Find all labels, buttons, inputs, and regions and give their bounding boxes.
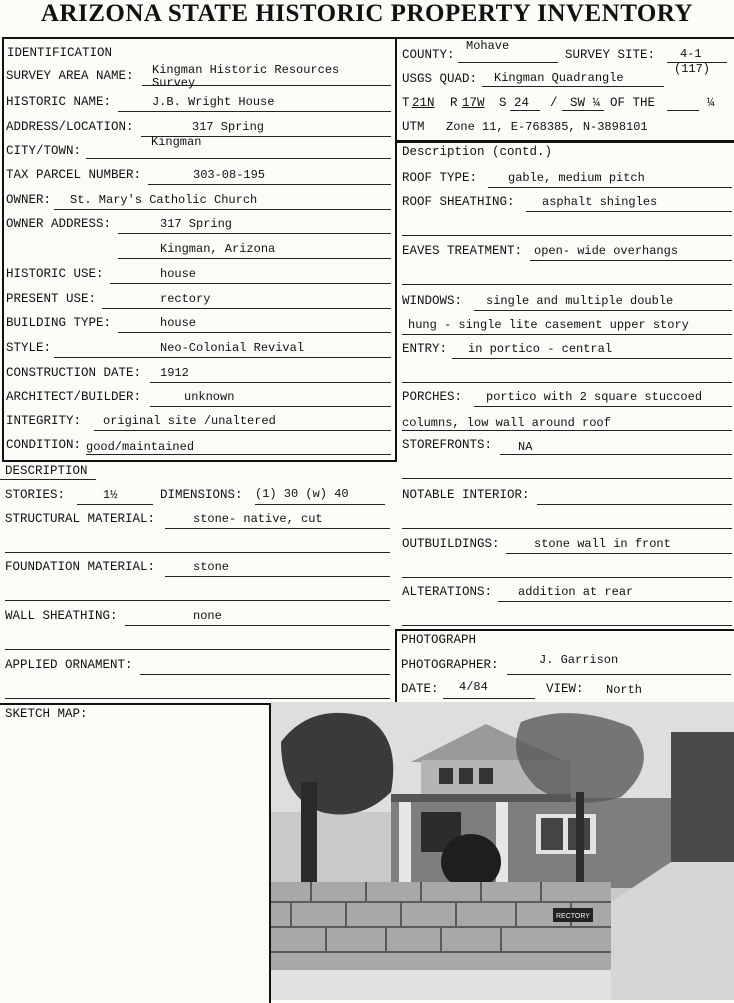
wall-label: WALL SHEATHING: — [5, 609, 118, 623]
wall-value: none — [193, 609, 222, 623]
trs-row — [402, 92, 732, 114]
stories-label: STORIES: — [5, 488, 66, 502]
owner-address-row-2 — [6, 238, 391, 260]
integrity-value: original site /unaltered — [103, 414, 276, 428]
foundation-value: stone — [193, 560, 230, 574]
owner-value: St. Mary's Catholic Church — [70, 193, 258, 207]
notable-interior-line-2 — [402, 528, 732, 529]
ornament-line — [140, 674, 390, 675]
windows-value: single and multiple double — [486, 294, 674, 308]
condition-value: good/maintained — [86, 440, 195, 454]
owner-address-row — [6, 213, 391, 235]
roof-type-label: ROOF TYPE: — [402, 171, 478, 185]
historic-use-value: house — [160, 267, 197, 281]
tax-value: 303-08-195 — [193, 168, 266, 182]
present-use-row — [6, 288, 391, 310]
view-label: VIEW: — [546, 682, 584, 696]
windows-value-2: hung - single lite casement upper story — [408, 318, 689, 332]
owner-address-line-2 — [118, 258, 391, 259]
historic-use-line — [110, 283, 391, 284]
wall-row — [5, 605, 390, 627]
entry-row-2 — [402, 362, 732, 384]
architect-line — [150, 406, 391, 407]
present-use-label: PRESENT USE: — [6, 292, 97, 306]
county-value: Mohave — [466, 39, 510, 53]
identification-header: IDENTIFICATION — [7, 46, 113, 60]
survey-site-sub: (117) — [674, 62, 711, 76]
windows-line-2 — [402, 334, 732, 335]
construction-value: 1912 — [160, 366, 189, 380]
historic-name-line — [118, 111, 391, 112]
structural-row — [5, 508, 390, 530]
dimensions-value: (1) 30 (w) 40 — [255, 487, 349, 501]
windows-row — [402, 290, 732, 312]
survey-area-label: SURVEY AREA NAME: — [6, 69, 134, 83]
wall-row-2 — [5, 629, 390, 651]
foundation-line-2 — [5, 600, 390, 601]
date-view-row — [401, 678, 731, 700]
county-line — [458, 62, 558, 63]
house-photo-illustration — [271, 702, 734, 1000]
porches-value: portico with 2 square stuccoed — [486, 390, 703, 404]
county-row — [402, 39, 732, 76]
integrity-row — [6, 410, 391, 432]
porches-row — [402, 386, 732, 408]
s-value: 24 — [514, 96, 530, 110]
rectory-sign-text: RECTORY — [556, 913, 590, 920]
structural-row-2 — [5, 532, 390, 554]
present-use-line — [102, 308, 391, 309]
stories-value: 1½ — [103, 488, 118, 502]
eaves-row — [402, 240, 732, 262]
owner-address-value: 317 Spring — [160, 217, 233, 231]
ornament-row-2 — [5, 678, 390, 700]
structural-line — [165, 528, 390, 529]
storefronts-label: STOREFRONTS: — [402, 438, 493, 452]
roof-type-row — [402, 167, 732, 189]
condition-label: CONDITION: — [6, 438, 82, 452]
eaves-value: open- wide overhangs — [534, 244, 679, 258]
outbuildings-line — [506, 553, 732, 554]
entry-value: in portico - central — [468, 342, 613, 356]
sketch-map-header: SKETCH MAP: — [5, 707, 88, 721]
integrity-line — [94, 430, 391, 431]
ornament-row — [5, 654, 390, 676]
owner-label: OWNER: — [6, 193, 52, 207]
architect-label: ARCHITECT/BUILDER: — [6, 390, 142, 404]
sketch-map-panel — [0, 703, 271, 1003]
owner-address-line — [118, 233, 391, 234]
eaves-line-2 — [402, 284, 732, 285]
historic-name-value: J.B. Wright House — [152, 95, 275, 109]
form-title: ARIZONA STATE HISTORIC PROPERTY INVENTORY — [40, 0, 694, 27]
storefronts-line — [500, 454, 732, 455]
present-use-value: rectory — [160, 292, 211, 306]
building-type-row — [6, 312, 391, 334]
quarter-value: SW ¼ — [570, 96, 601, 110]
windows-label: WINDOWS: — [402, 294, 463, 308]
historic-use-label: HISTORIC USE: — [6, 267, 104, 281]
building-type-label: BUILDING TYPE: — [6, 316, 112, 330]
r-value: 17W — [462, 96, 485, 110]
photographer-label: PHOTOGRAPHER: — [401, 658, 499, 672]
owner-line — [54, 209, 391, 210]
description-contd-header: Description (contd.) — [402, 145, 553, 159]
roof-type-line — [488, 187, 732, 188]
of-the-label: OF THE — [610, 96, 656, 110]
roof-sheathing-line — [526, 211, 732, 212]
construction-line — [150, 382, 391, 383]
photographer-line — [507, 674, 731, 675]
porches-line-2 — [402, 430, 732, 431]
alterations-row-2 — [402, 605, 732, 627]
utm-value: Zone 11, E-768385, N-3898101 — [446, 120, 648, 134]
photographer-value: J. Garrison — [539, 653, 619, 667]
owner-row — [6, 189, 391, 211]
city-value: Kingman — [151, 135, 202, 149]
description-header: DESCRIPTION — [5, 464, 88, 478]
entry-line-2 — [402, 382, 732, 383]
outbuildings-line-2 — [402, 577, 732, 578]
building-type-line — [118, 332, 391, 333]
windows-row-2 — [402, 314, 732, 336]
porches-label: PORCHES: — [402, 390, 463, 404]
view-value: North — [606, 683, 643, 697]
entry-line — [452, 358, 732, 359]
owner-address-label: OWNER ADDRESS: — [6, 217, 112, 231]
survey-area-value: Kingman Historic Resources — [152, 63, 340, 77]
tax-row — [6, 164, 391, 186]
porches-row-2 — [402, 410, 732, 432]
eaves-label: EAVES TREATMENT: — [402, 244, 523, 258]
storefronts-row — [402, 434, 732, 456]
dimensions-line — [255, 504, 385, 505]
address-value: 317 Spring — [192, 120, 265, 134]
notable-interior-row-2 — [402, 508, 732, 530]
architect-value: unknown — [184, 390, 235, 404]
survey-site-value: 4-1 — [680, 47, 702, 61]
architect-row — [6, 386, 391, 408]
owner-address-value-2: Kingman, Arizona — [160, 242, 276, 256]
eaves-line — [530, 260, 732, 261]
condition-line — [86, 454, 391, 455]
roof-type-value: gable, medium pitch — [508, 171, 645, 185]
quarter-mark: ¼ — [707, 96, 715, 110]
entry-label: ENTRY: — [402, 342, 448, 356]
notable-interior-line — [537, 504, 732, 505]
tax-line — [148, 184, 391, 185]
eaves-row-2 — [402, 264, 732, 286]
stories-line — [77, 504, 153, 505]
usgs-value: Kingman Quadrangle — [494, 71, 624, 85]
historic-use-row — [6, 263, 391, 285]
outbuildings-label: OUTBUILDINGS: — [402, 537, 500, 551]
survey-area-value-2: Survey — [152, 76, 196, 90]
usgs-row — [402, 68, 732, 90]
notable-interior-row — [402, 484, 732, 506]
t-value: 21N — [412, 96, 435, 110]
foundation-row — [5, 556, 390, 578]
integrity-label: INTEGRITY: — [6, 414, 82, 428]
building-type-value: house — [160, 316, 197, 330]
roof-sheathing-row-2 — [402, 215, 732, 237]
historic-name-row — [6, 91, 391, 113]
dimensions-label: DIMENSIONS: — [160, 488, 243, 502]
construction-label: CONSTRUCTION DATE: — [6, 366, 142, 380]
notable-interior-label: NOTABLE INTERIOR: — [402, 488, 530, 502]
historic-name-label: HISTORIC NAME: — [6, 95, 112, 109]
alterations-label: ALTERATIONS: — [402, 585, 493, 599]
alterations-row — [402, 581, 732, 603]
county-label: COUNTY: — [402, 48, 455, 62]
alterations-value: addition at rear — [518, 585, 634, 599]
utm-row — [402, 116, 732, 138]
porches-line — [474, 406, 732, 407]
alterations-line-2 — [402, 625, 732, 626]
address-label: ADDRESS/LOCATION: — [6, 120, 134, 134]
photographer-row — [401, 654, 731, 676]
structural-value: stone- native, cut — [193, 512, 323, 526]
alterations-line — [498, 601, 732, 602]
utm-label: UTM — [402, 120, 425, 134]
survey-area-row — [6, 63, 391, 90]
outbuildings-row — [402, 533, 732, 555]
wall-line-2 — [5, 649, 390, 650]
date-label: DATE: — [401, 682, 439, 696]
city-row — [6, 135, 391, 162]
roof-sheathing-label: ROOF SHEATHING: — [402, 195, 515, 209]
usgs-label: USGS QUAD: — [402, 72, 478, 86]
foundation-label: FOUNDATION MATERIAL: — [5, 560, 156, 574]
style-line — [54, 357, 391, 358]
foundation-row-2 — [5, 580, 390, 602]
structural-label: STRUCTURAL MATERIAL: — [5, 512, 156, 526]
city-label: CITY/TOWN: — [6, 144, 82, 158]
roof-sheathing-line-2 — [402, 235, 732, 236]
storefronts-line-2 — [402, 478, 732, 479]
style-row — [6, 337, 391, 359]
survey-site-label: SURVEY SITE: — [565, 48, 656, 62]
r-label: R — [450, 96, 458, 110]
ornament-line-2 — [5, 698, 390, 699]
condition-row — [6, 434, 391, 456]
usgs-line — [482, 86, 664, 87]
wall-line — [125, 625, 390, 626]
foundation-line — [165, 576, 390, 577]
entry-row — [402, 338, 732, 360]
roof-sheathing-row — [402, 191, 732, 213]
storefronts-row-2 — [402, 458, 732, 480]
style-value: Neo-Colonial Revival — [160, 341, 305, 355]
city-line — [86, 158, 391, 159]
storefronts-value: NA — [518, 440, 533, 454]
date-value: 4/84 — [459, 680, 488, 694]
porches-value-2: columns, low wall around roof — [402, 416, 611, 430]
description-header-line — [0, 479, 96, 480]
date-line — [443, 698, 535, 699]
outbuildings-row-2 — [402, 557, 732, 579]
s-label: S — [499, 96, 507, 110]
style-label: STYLE: — [6, 341, 52, 355]
ornament-label: APPLIED ORNAMENT: — [5, 658, 133, 672]
tax-label: TAX PARCEL NUMBER: — [6, 168, 142, 182]
windows-line — [474, 310, 732, 311]
of-the-line — [667, 110, 699, 111]
outbuildings-value: stone wall in front — [534, 537, 671, 551]
construction-row — [6, 362, 391, 384]
t-label: T — [402, 96, 410, 110]
house-photo — [271, 702, 734, 1000]
slash: / — [550, 96, 558, 110]
roof-sheathing-value: asphalt shingles — [542, 195, 658, 209]
structural-line-2 — [5, 552, 390, 553]
stories-row — [5, 484, 390, 506]
photograph-header: PHOTOGRAPH — [401, 633, 477, 647]
